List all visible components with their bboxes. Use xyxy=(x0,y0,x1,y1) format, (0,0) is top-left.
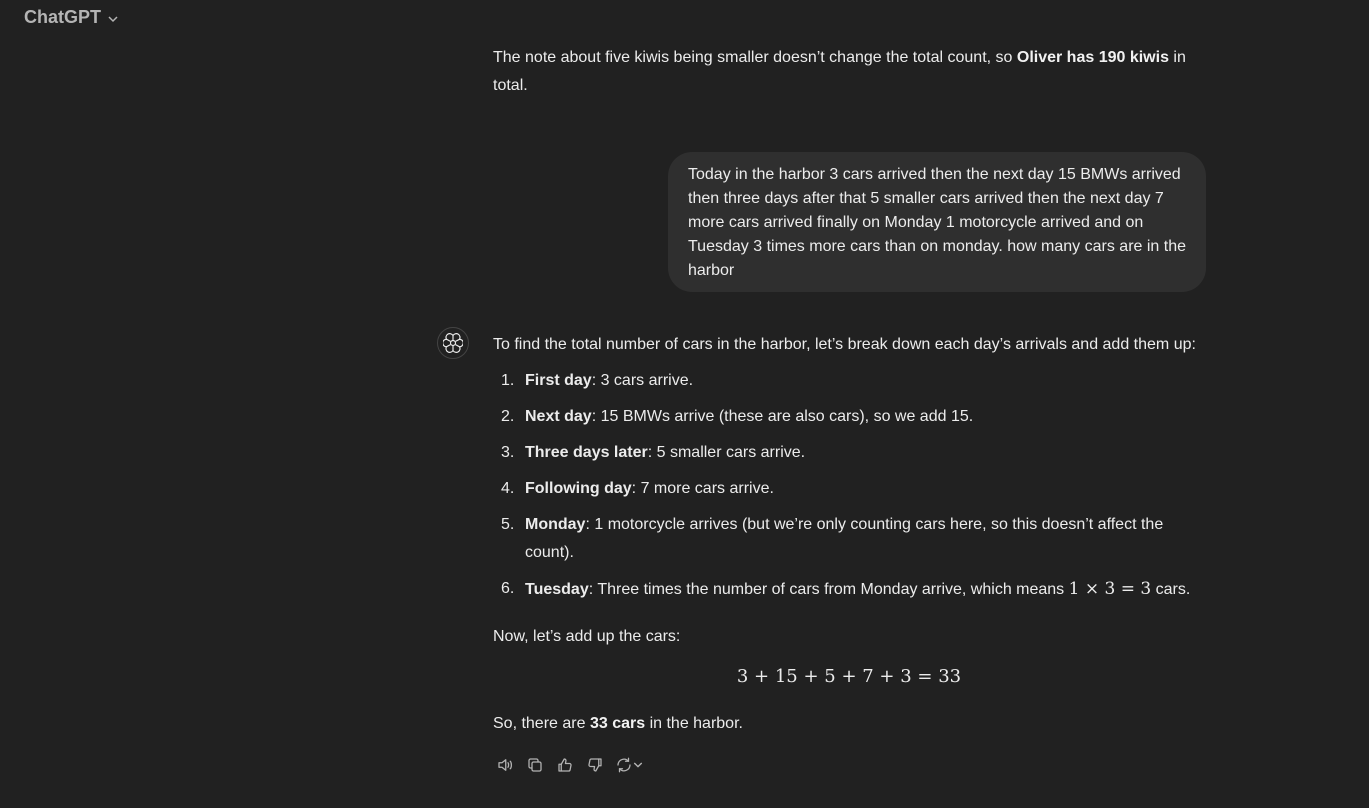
list-item: 6. Tuesday: Three times the number of cars from Monday arrive, which means 1 × 3 = 3 cars. xyxy=(501,579,1191,599)
list-item: 5. Monday: 1 motorcycle arrives (but we’re only counting cars here, so this doesn’t affect the count). xyxy=(501,516,1164,561)
message-actions xyxy=(495,754,643,776)
list-item: 2. Next day: 15 BMWs arrive (these are also cars), so we add 15. xyxy=(501,408,974,425)
thumbs-up-button[interactable] xyxy=(555,754,575,776)
regenerate-button[interactable] xyxy=(615,754,643,776)
chevron-down-icon xyxy=(633,760,643,770)
copy-button[interactable] xyxy=(525,754,545,776)
app-title: ChatGPT xyxy=(24,7,102,27)
list-item: 4. Following day: 7 more cars arrive. xyxy=(501,480,774,497)
user-message-bubble xyxy=(668,152,1206,292)
thumbs-up-icon xyxy=(556,756,574,774)
conclusion-block xyxy=(493,710,1205,738)
equation: 3 + 15 + 5 + 7 + 3 = 33 xyxy=(736,666,962,687)
assistant-avatar xyxy=(437,327,469,359)
inline-math: 1 × 3 = 3 xyxy=(1068,579,1152,599)
sum-intro-block xyxy=(493,623,1205,651)
thumbs-down-icon xyxy=(586,756,604,774)
conclusion: So, there are 33 cars in the harbor. xyxy=(493,715,743,732)
assistant-intro: To find the total number of cars in the harbor, let’s break down each day’s arrivals and add them up: xyxy=(493,336,1196,353)
read-aloud-button[interactable] xyxy=(495,754,515,776)
user-message-text: Today in the harbor 3 cars arrived then the next day 15 BMWs arrived then three days after that 5 smaller cars arrived then the next day 7 more cars arrived finally on Monday 1 motorcycle arrived and on Tuesday 3 times more cars than on monday. how many cars are in the harbor xyxy=(688,166,1187,279)
list-item: 1. First day: 3 cars arrive. xyxy=(501,372,694,389)
steps-list xyxy=(493,367,1205,604)
model-selector[interactable] xyxy=(24,7,119,28)
previous-answer-text: The note about five kiwis being smaller doesn’t change the total count, so Oliver has 190 kiwis in total. xyxy=(493,49,1186,94)
sum-intro: Now, let’s add up the cars: xyxy=(493,628,681,645)
thumbs-down-button[interactable] xyxy=(585,754,605,776)
copy-icon xyxy=(526,756,544,774)
previous-assistant-message xyxy=(493,44,1205,100)
read-aloud-icon xyxy=(496,756,514,774)
openai-logo-icon xyxy=(443,333,463,353)
list-item: 3. Three days later: 5 smaller cars arrive. xyxy=(501,444,806,461)
regenerate-icon xyxy=(615,756,633,774)
assistant-message xyxy=(493,331,1205,612)
chevron-down-icon xyxy=(107,13,119,25)
